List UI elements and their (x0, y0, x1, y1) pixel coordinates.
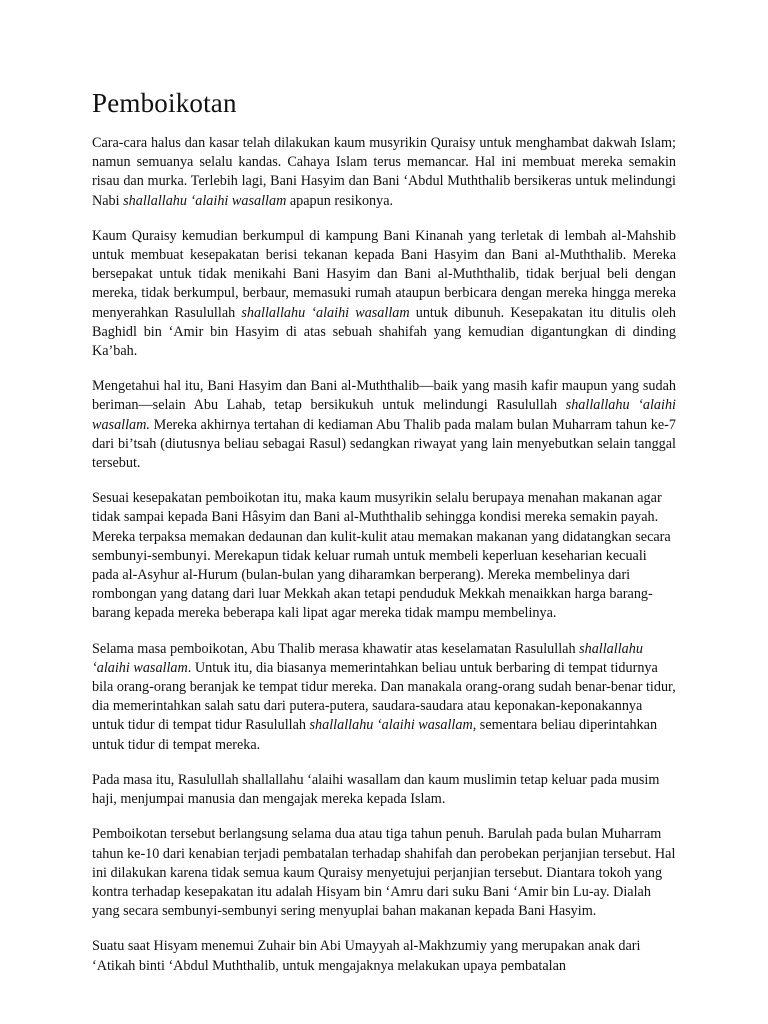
paragraph-5 (92, 640, 676, 755)
text-run: Sesuai kesepakatan pemboikotan itu, maka kaum musyrikin selalu berupaya menahan makanan agar tidak sampai kepada Bani Hâsyim dan Bani al-Muththalib sehingga kondisi mereka semakin payah. Mereka terpaksa memakan dedaunan dan kulit-kulit atau memakan makanan yang didatangkan secara sembunyi-sembunyi. Merekapun tidak keluar rumah untuk membeli keperluan keseharian kecuali pada al-Asyhur al-Hurum (bulan-bulan yang diharamkan berperang). Mereka membelinya dari rombongan yang datang dari luar Mekkah akan tetapi penduduk Mekkah menaikkan harga barang-barang kepada mereka beberapa kali lipat agar mereka tidak mampu membelinya. (92, 490, 671, 622)
text-run: apapun resikonya. (286, 192, 394, 209)
italic-phrase: shallallahu ‘alaihi wasallam (123, 192, 287, 209)
paragraph-2 (92, 227, 676, 361)
text-run: Pemboikotan tersebut berlangsung selama dua atau tiga tahun penuh. Barulah pada bulan Muharram tahun ke-10 dari kenabian terjadi pembatalan terhadap shahifah dan perobekan perjanjian tersebut. Hal ini dilakukan karena tidak semua kaum Quraisy menyetujui perjanjian tersebut. Diantara tokoh yang kontra terhadap kesepakatan itu adalah Hisyam bin ‘Amru dari suku Bani ‘Amir bin Lu-ay. Dialah yang secara sembunyi-sembunyi sering menyuplai bahan makanan kepada Bani Hasyim. (92, 826, 676, 920)
text-run: Mengetahui hal itu, Bani Hasyim dan Bani al-Muththalib—baik yang masih kafir maupun yang sudah beriman—selain Abu Lahab, tetap bersikukuh untuk melindungi Rasulullah (92, 378, 676, 414)
text-run: Selama masa pemboikotan, Abu Thalib merasa khawatir atas keselamatan Rasulullah (92, 640, 580, 657)
paragraph-6 (92, 771, 676, 809)
page-title: Pemboikotan (92, 88, 237, 118)
text-run: Cara-cara halus dan kasar telah dilakukan kaum musyrikin Quraisy untuk menghambat dakwah Islam; namun semuanya selalu kandas. Cahaya Islam terus memancar. Hal ini membuat mereka semakin risau dan murka. Terlebih lagi, Bani Hasyim dan Bani ‘Abdul Muththalib bersikeras untuk melindungi Nabi (92, 135, 676, 209)
text-run: . Untuk itu, dia biasanya memerintahkan beliau untuk berbaring di tempat tidurnya bila orang-orang beranjak ke tempat tidur mereka. Dan manakala orang-orang sudah benar-benar tidur, dia memerintahkan salah satu dari putera-putera, saudara-saudara atau keponakan-keponakannya untuk tidur di tempat tidur Rasulullah (92, 659, 676, 734)
text-run: Suatu saat Hisyam menemui Zuhair bin Abi Umayyah al-Makhzumiy yang merupakan anak dari ‘Atikah binti ‘Abdul Muththalib, untuk mengajaknya melakukan upaya pembatalan (92, 938, 641, 974)
paragraph-4 (92, 489, 676, 623)
italic-phrase: shallallahu ‘alaihi wasallam (92, 640, 643, 676)
document-body (92, 134, 676, 976)
paragraph-1 (92, 134, 676, 211)
paragraph-3 (92, 377, 676, 473)
document-page (92, 86, 676, 992)
paragraph-7 (92, 825, 676, 921)
text-run: Kaum Quraisy kemudian berkumpul di kampung Bani Kinanah yang terletak di lembah al-Mahshib untuk membuat kesepakatan berisi tekanan kepada Bani Hasyim dan Bani al-Muththalib. Mereka bersepakat untuk tidak menikahi Bani Hasyim dan Bani al-Muththalib, tidak berjual beli dengan mereka, tidak berkumpul, berbaur, memasuki rumah ataupun berbicara dengan mereka hingga mereka menyerahkan Rasulullah (92, 227, 676, 321)
text-run: Pada masa itu, Rasulullah shallallahu ‘alaihi wasallam dan kaum muslimin tetap keluar pada musim haji, menjumpai manusia dan mengajak mereka kepada Islam. (92, 771, 660, 808)
paragraph-8 (92, 937, 676, 975)
text-run: , sementara beliau diperintahkan untuk tidur di tempat mereka. (92, 717, 658, 753)
italic-phrase: shallallahu ‘alaihi wasallam. (92, 397, 676, 433)
text-run: Mereka akhirnya tertahan di kediaman Abu Thalib pada malam bulan Muharram tahun ke-7 dari bi’tsah (diutusnya beliau sebagai Rasul) sedangkan riwayat yang lain menyebutkan selain tanggal tersebut. (92, 416, 676, 472)
text-run: untuk dibunuh. Kesepakatan itu ditulis oleh Baghidl bin ‘Amir bin Hasyim di atas sebuah shahifah yang kemudian digantungkan di dinding Ka’bah. (92, 304, 676, 360)
italic-phrase: shallallahu ‘alaihi wasallam (309, 717, 473, 734)
italic-phrase: shallallahu ‘alaihi wasallam (241, 304, 410, 321)
